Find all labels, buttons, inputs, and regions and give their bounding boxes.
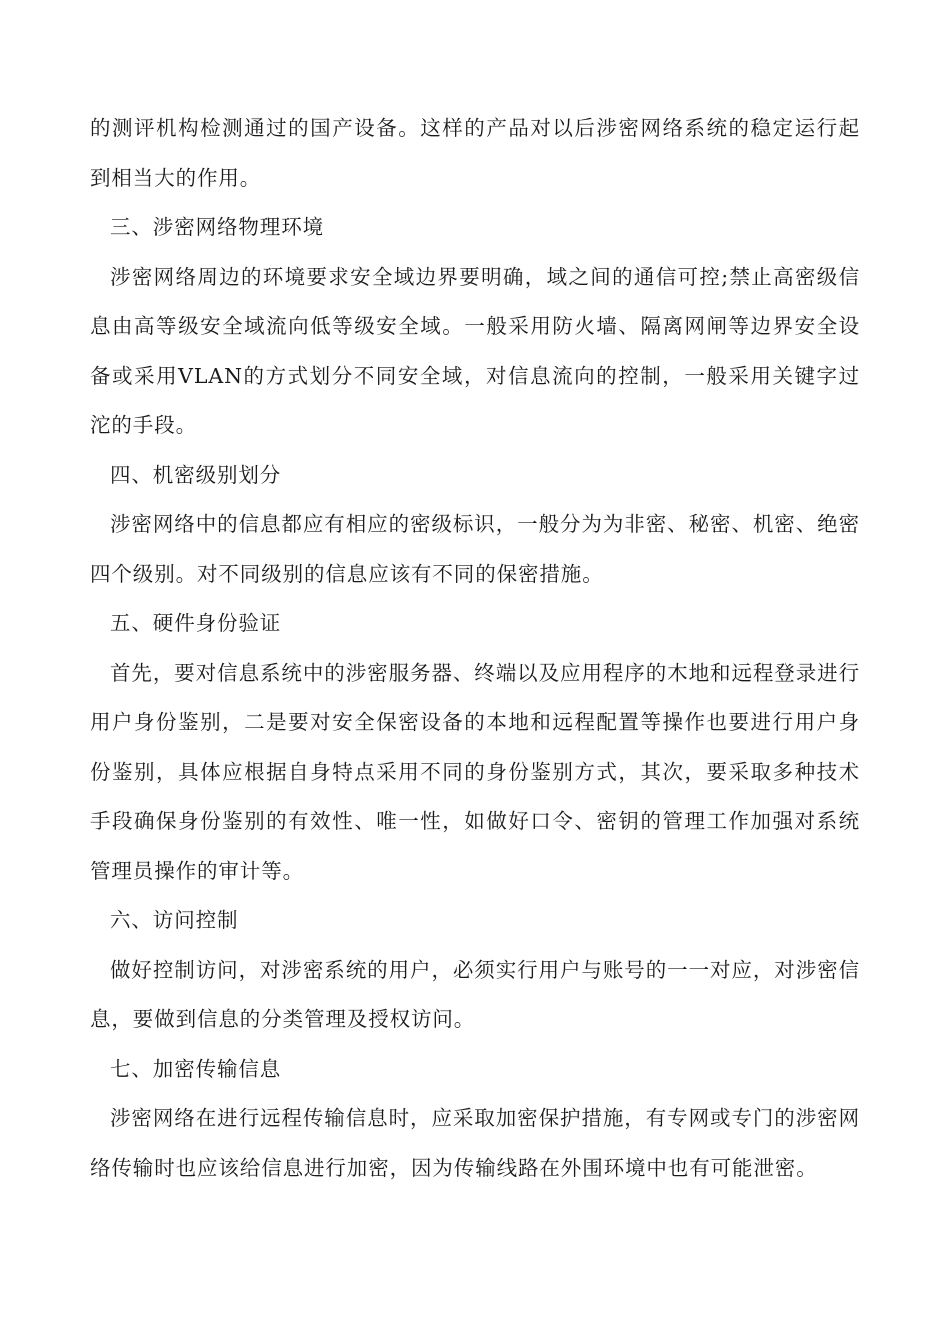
section-heading-access-control: 六、访问控制: [110, 908, 239, 932]
paragraph-continuation: 的测评机构检测通过的国产设备。这样的产品对以后涉密网络系统的稳定运行起到相当大的作用。: [90, 116, 860, 190]
paragraph-physical-environment: 涉密网络周边的环境要求安全域边界要明确，域之间的通信可控;禁止高密级信息由高等级安全域流向低等级安全域。一般采用防火墙、隔离网闸等边界安全设备或采用VLAN的方式划分不同安全域，对信息流向的控制，一般采用关键字过沱的手段。: [90, 264, 860, 437]
section-heading-classification-levels: 四、机密级别划分: [110, 462, 282, 487]
document-page: [90, 104, 860, 1193]
section-heading-hardware-authentication: 五、硬件身份验证: [110, 611, 282, 635]
paragraph-encrypted-transmission: 涉密网络在进行远程传输信息时，应采取加密保护措施，有专网或专门的涉密网络传输时也应该给信息进行加密，因为传输线路在外围环境中也有可能泄密。: [90, 1106, 860, 1180]
section-heading-physical-environment: 三、涉密网络物理环境: [110, 215, 324, 239]
paragraph-access-control: 做好控制访问，对涉密系统的用户，必须实行用户与账号的一一对应，对涉密信息，要做到信息的分类管理及授权访问。: [90, 957, 860, 1031]
paragraph-hardware-authentication: 首先，要对信息系统中的涉密服务器、终端以及应用程序的木地和远程登录进行用户身份鉴别，二是要对安全保密设备的本地和远程配置等操作也要进行用户身份鉴别，具体应根据自身特点采用不同的身份鉴别方式，其次，要采取多种技术手段确保身份鉴别的有效性、唯一性，如做好口令、密钥的管理工作加强对系统管理员操作的审计等。: [90, 660, 860, 883]
section-heading-encrypted-transmission: 七、加密传输信息: [110, 1056, 282, 1081]
paragraph-classification-levels: 涉密网络中的信息都应有相应的密级标识，一般分为为非密、秘密、机密、绝密四个级别。对不同级别的信息应该有不同的保密措施。: [90, 512, 860, 586]
